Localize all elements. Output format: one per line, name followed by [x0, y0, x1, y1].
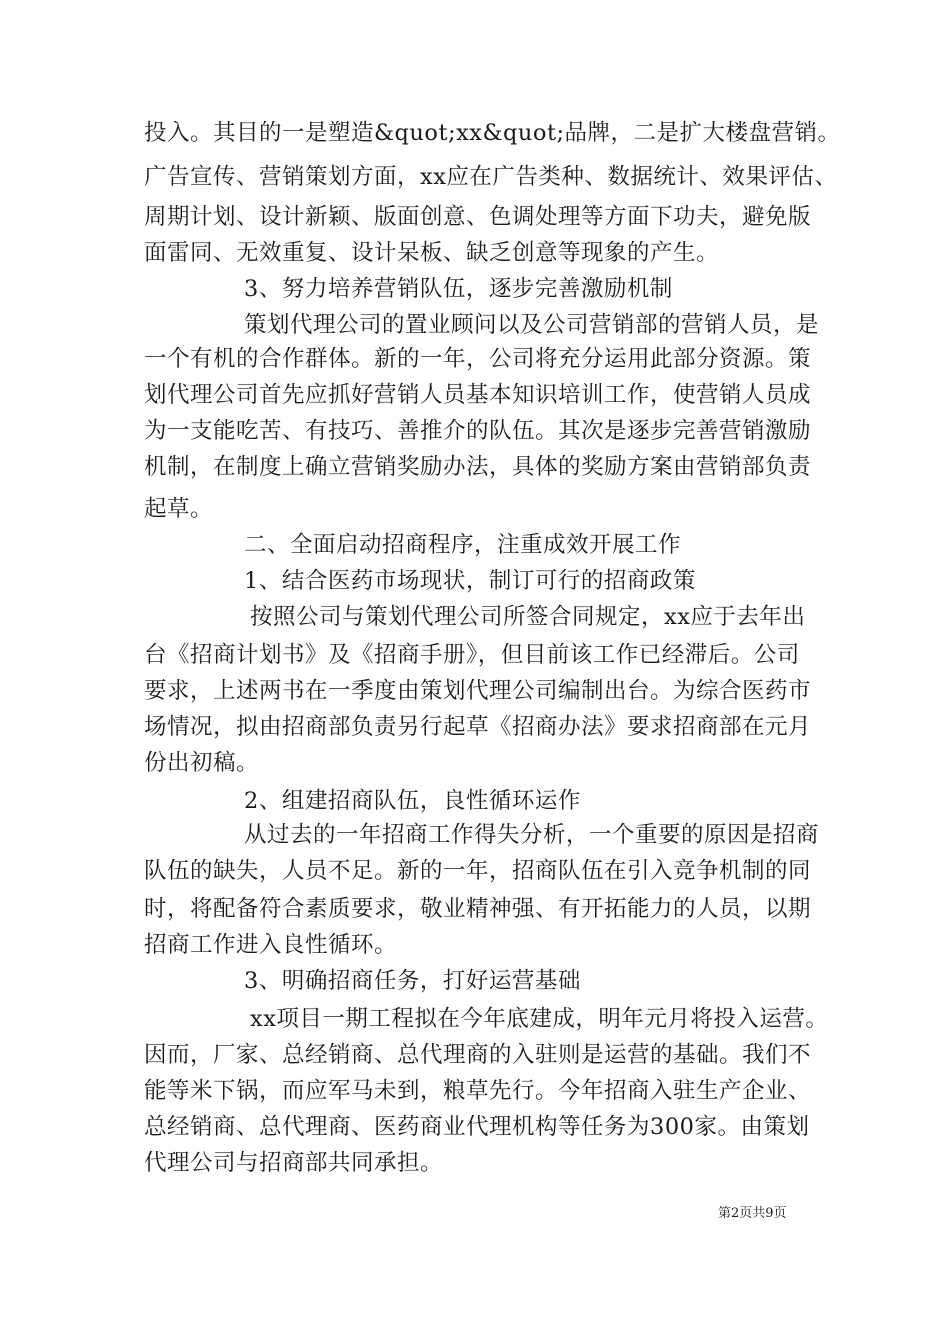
- text-line: 划代理公司首先应抓好营销人员基本知识培训工作，使营销人员成: [144, 382, 812, 408]
- text-line: 要求，上述两书在一季度由策划代理公司编制出台。为综合医药市: [144, 678, 812, 704]
- text-line: 因而，厂家、总经销商、总代理商的入驻则是运营的基础。我们不: [144, 1042, 812, 1068]
- page-number: 第2页共9页: [718, 1206, 787, 1221]
- text-line: 为一支能吃苦、有技巧、善推介的队伍。其次是逐步完善营销激励: [144, 418, 812, 444]
- chapter-heading: 二、全面启动招商程序，注重成效开展工作: [244, 532, 682, 558]
- section-heading: 1、结合医药市场现状，制订可行的招商政策: [244, 568, 696, 594]
- text-line: 总经销商、总代理商、医药商业代理机构等任务为300家。由策划: [144, 1114, 810, 1140]
- text-line: 一个有机的合作群体。新的一年，公司将充分运用此部分资源。策: [144, 346, 812, 372]
- text-line: 按照公司与策划代理公司所签合同规定，xx应于去年出: [250, 604, 806, 630]
- text-line: 份出初稿。: [144, 750, 260, 776]
- text-line: 面雷同、无效重复、设计呆板、缺乏创意等现象的产生。: [144, 240, 720, 266]
- text-line: 机制，在制度上确立营销奖励办法，具体的奖励方案由营销部负责: [144, 454, 812, 480]
- text-line: 台《招商计划书》及《招商手册》，但目前该工作已经滞后。公司: [144, 642, 800, 668]
- text-line: 周期计划、设计新颖、版面创意、色调处理等方面下功夫，避免版: [144, 204, 812, 230]
- text-line: 代理公司与招商部共同承担。: [144, 1150, 444, 1176]
- text-line: 队伍的缺失，人员不足。新的一年，招商队伍在引入竞争机制的同: [144, 858, 812, 884]
- text-line: 从过去的一年招商工作得失分析，一个重要的原因是招商: [244, 822, 820, 848]
- text-line: 招商工作进入良性循环。: [144, 932, 398, 958]
- text-line: xx项目一期工程拟在今年底建成，明年元月将投入运营。: [250, 1006, 829, 1032]
- text-line: 能等米下锅，而应军马未到，粮草先行。今年招商入驻生产企业、: [144, 1078, 812, 1104]
- section-heading: 3、努力培养营销队伍，逐步完善激励机制: [244, 276, 673, 302]
- text-line: 起草。: [144, 496, 214, 522]
- text-line: 场情况，拟由招商部负责另行起草《招商办法》要求招商部在元月: [144, 714, 812, 740]
- section-heading: 3、明确招商任务，打好运营基础: [244, 968, 581, 994]
- text-line: 时，将配备符合素质要求，敬业精神强、有开拓能力的人员，以期: [144, 896, 812, 922]
- text-line: 策划代理公司的置业顾问以及公司营销部的营销人员，是: [244, 312, 820, 338]
- section-heading: 2、组建招商队伍，良性循环运作: [244, 788, 581, 814]
- text-line: 广告宣传、营销策划方面，xx应在广告类种、数据统计、效果评估、: [144, 164, 838, 190]
- text-line: 投入。其目的一是塑造&quot;xx&quot;品牌，二是扩大楼盘营销。: [144, 120, 841, 146]
